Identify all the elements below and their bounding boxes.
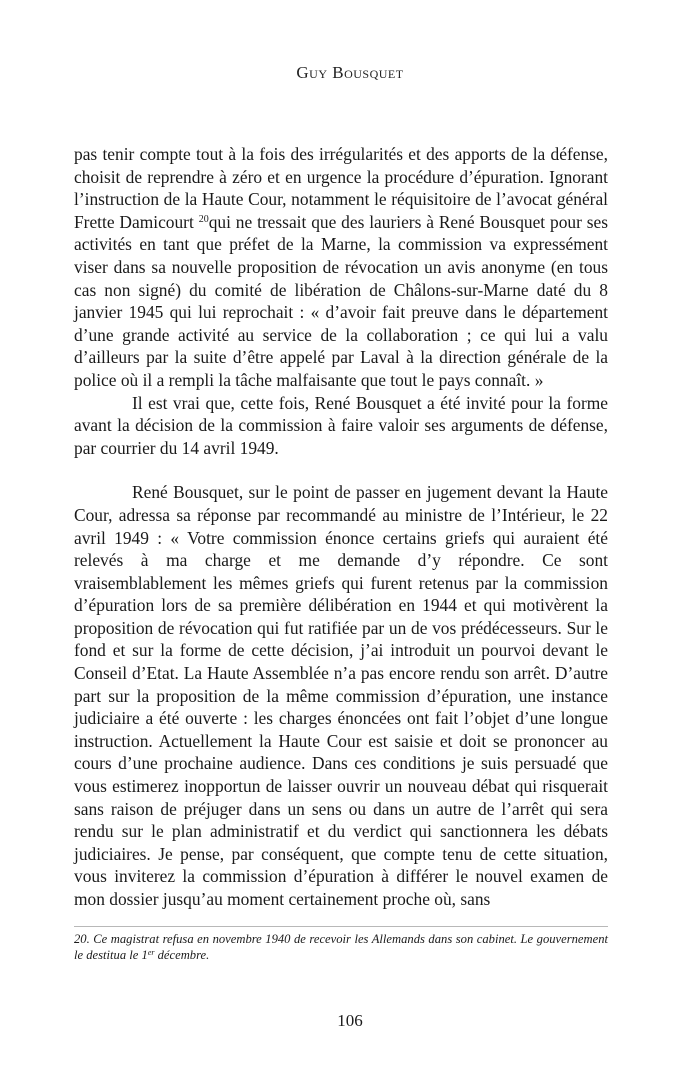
- footnote-reference[interactable]: 20: [198, 213, 209, 225]
- footnote-superscript: er: [147, 948, 155, 957]
- paragraph-text: pas tenir compte tout à la fois des irrégularités et des apports de la défense, choisit de reprendre à zéro et en urgence la procédure d’épuration. Ignorant l’instruction de la Haute Cour, notamment le réquisitoire de l’avocat général Frette Damicourt: [74, 144, 608, 232]
- paragraph-text: qui ne tressait que des lauriers à René Bousquet pour ses activités en tant que préfet de la Marne, la commission va expressément viser dans sa nouvelle proposition de révocation un avis anonyme (en tous cas non signé) du comité de libération de Châlons-sur-Marne daté du 8 janvier 1945 qui lui reprochait : « d’avoir fait preuve dans le département d’une grande activité au service de la collaboration ; ce qui lui a valu d’ailleurs par la suite d’être appelé par Laval à la direction générale de la police où il a rempli la tâche malfaisante que tout le pays connaît. »: [74, 211, 609, 390]
- footnote-divider: [74, 926, 608, 927]
- footnote-text: décembre.: [154, 948, 210, 962]
- paragraph: Il est vrai que, cette fois, René Bousquet a été invité pour la forme avant la décision de la commission à faire valoir ses arguments de défense, par courrier du 14 avril 1949.: [74, 392, 608, 458]
- footnote-text: 20. Ce magistrat refusa en novembre 1940 de recevoir les Allemands dans son cabinet. Le gouvernement le destitua le 1: [74, 932, 608, 962]
- paragraph: [74, 143, 608, 392]
- paragraph: René Bousquet, sur le point de passer en jugement devant la Haute Cour, adressa sa réponse par recommandé au ministre de l’Intérieur, le 22 avril 1949 : « Votre commission énonce certains griefs qui auraient été relevés à ma charge et me demande d’y répondre. Ce sont vraisemblablement les mêmes griefs qui furent retenus par la commission d’épuration lors de sa première délibération en 1944 et qui motivèrent la proposition de révocation qui fut ratifiée par un de vos prédécesseurs. Sur le fond et sur la forme de cette décision, j’ai introduit un pourvoi devant le Conseil d’Etat. La Haute Assemblée n’a pas encore rendu son arrêt. D’autre part sur la proposition de la même commission d’épuration, une instance judiciaire a été ouverte : les charges énoncées ont fait l’objet d’une longue instruction. Actuellement la Haute Cour est saisie et doit se prononcer au cours d’une prochaine audience. Dans ces conditions je suis persuadé que vous estimerez inopportun de laisser ouvrir un nouveau débat qui risquerait sans raison de préjuger dans un sens ou dans un autre de l’arrêt qui sera rendu sur le plan administratif et du verdict qui sanctionnera les débats judiciaires. Je pense, par conséquent, que compte tenu de cette situation, vous inviterez la commission d’épuration à différer le nouvel examen de mon dossier jusqu’au moment certainement proche où, sans: [74, 482, 608, 909]
- footnote: [74, 931, 608, 963]
- running-head: Guy Bousquet: [296, 63, 404, 82]
- page-number: 106: [337, 1011, 363, 1030]
- body-text: [74, 143, 608, 911]
